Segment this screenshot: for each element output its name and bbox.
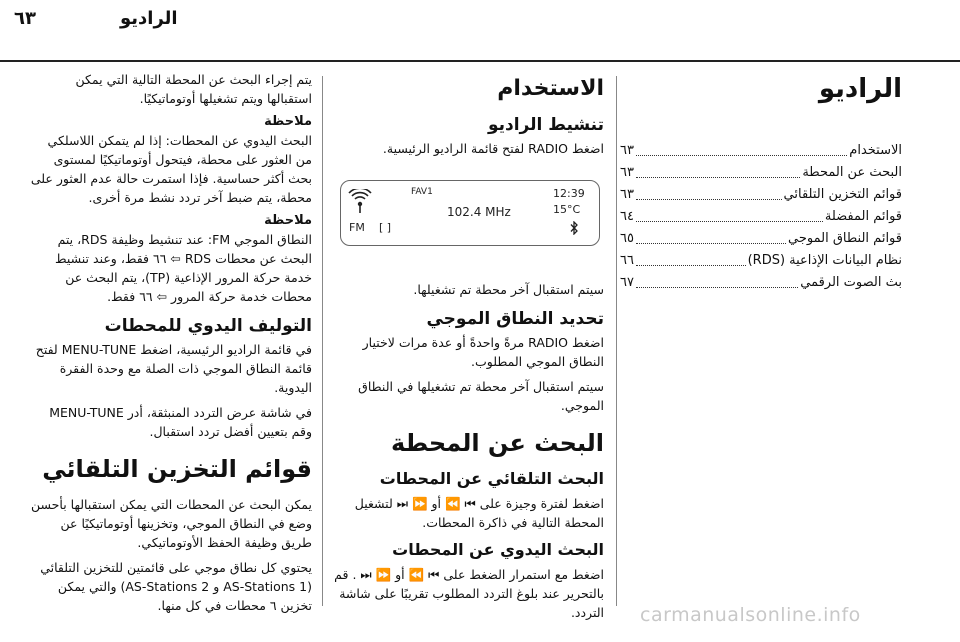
band-text: اضغط RADIO مرةً واحدةً أو عدة مرات لاختيار النطاق الموجي المطلوب. xyxy=(362,335,604,369)
page-header xyxy=(0,0,960,48)
toc-dots xyxy=(636,184,782,200)
note-heading: ملاحظة xyxy=(264,114,312,129)
toc-label: بث الصوت الرقمي xyxy=(800,275,902,290)
toc-list xyxy=(620,140,902,294)
toc-page: ٦٤ xyxy=(620,209,634,224)
toc-page: ٦٣ xyxy=(620,143,634,158)
header-section-title: الراديو xyxy=(120,8,178,29)
band-heading: تحديد النطاق الموجي xyxy=(426,309,604,329)
page-number: ٦٣ xyxy=(14,8,36,29)
toc-item[interactable] xyxy=(620,162,902,184)
toc-item[interactable] xyxy=(620,250,902,272)
manual-tune-text: في شاشة عرض التردد المنبثقة، أدر MENU-TUNE وقم بتعيين أفضل تردد استقبال. xyxy=(49,405,312,439)
radio-display-illustration xyxy=(340,180,600,246)
toc-item[interactable] xyxy=(620,140,902,162)
toc-item[interactable] xyxy=(620,206,902,228)
header-rule xyxy=(0,60,960,62)
temperature-readout: 15°C xyxy=(553,203,581,216)
manual-tune-heading: التوليف اليدوي للمحطات xyxy=(104,316,312,336)
toc-item[interactable] xyxy=(620,228,902,250)
toc-dots xyxy=(636,140,847,156)
toc-label: الاستخدام xyxy=(849,143,902,158)
activate-heading: تنشيط الراديو xyxy=(487,115,604,135)
intro-text: يتم إجراء البحث عن المحطة التالية التي يمكن استقبالها ويتم تشغيلها أوتوماتيكيًا. xyxy=(75,72,312,106)
autostore-text: يحتوي كل نطاق موجي على قائمتين للتخزين التلقائي (AS-Stations 1 و AS-Stations 2) والتي يمكن تخزين ٦ محطات في كل منها. xyxy=(40,560,312,613)
toc-page: ٦٦ xyxy=(620,253,634,268)
toc-page: ٦٣ xyxy=(620,165,634,180)
toc-column xyxy=(620,70,902,294)
band-after-text: سيتم استقبال آخر محطة تم تشغيلها في النطاق الموجي. xyxy=(358,379,604,413)
after-display-text: سيتم استقبال آخر محطة تم تشغيلها. xyxy=(413,282,604,297)
toc-dots xyxy=(636,206,823,222)
toc-label: نظام البيانات الإذاعية (RDS) xyxy=(747,253,902,268)
note-heading: ملاحظة xyxy=(264,213,312,228)
favourite-label: FAV1 xyxy=(411,187,433,197)
preset-brackets: [ ] xyxy=(379,221,392,234)
manual-tune-text: في قائمة الراديو الرئيسية، اضغط MENU-TUNE لفتح قائمة النطاق الموجي ذات الصلة مع وحدة الفقرة اليدوية. xyxy=(35,342,312,395)
toc-item[interactable] xyxy=(620,184,902,206)
frequency-readout: 102.4 MHz xyxy=(447,205,511,219)
details-column xyxy=(28,70,312,621)
toc-dots xyxy=(636,250,746,266)
search-heading: البحث عن المحطة xyxy=(391,429,604,457)
toc-label: قوائم المفضلة xyxy=(824,209,902,224)
antenna-icon xyxy=(347,189,373,218)
note-text: النطاق الموجي FM: عند تنشيط وظيفة RDS، يتم البحث عن محطات RDS ⇦ ٦٦ فقط، وعند تنشيط خدمة حركة المرور الإذاعية (TP)، يتم البحث عن محطات خدمة حركة المرور ⇦ ٦٦ فقط. xyxy=(55,232,312,304)
watermark: carmanualsonline.info xyxy=(640,604,861,626)
toc-label: البحث عن المحطة xyxy=(802,165,902,180)
toc-dots xyxy=(636,162,800,178)
auto-search-heading: البحث التلقائي عن المحطات xyxy=(379,469,604,488)
toc-page: ٦٥ xyxy=(620,231,634,246)
note-text: البحث اليدوي عن المحطات: إذا لم يتمكن اللاسلكي من العثور على محطة، فيتحول أوتوماتيكيًا لمستوى بحث أكثر حساسية. فإذا استمرت حالة عدم العثور على محطة، يتم ضبط آخر تردد نشط مرة أخرى. xyxy=(30,133,312,205)
toc-title: الراديو xyxy=(818,74,902,104)
band-label: FM xyxy=(349,221,365,234)
manual-search-heading: البحث اليدوي عن المحطات xyxy=(392,540,604,559)
manual-search-text: اضغط مع استمرار الضغط على ⏮ ⏪ أو ⏩ ⏭ . قم بالتحرير عند بلوغ التردد المطلوب تقريبًا على شاشة التردد. xyxy=(334,567,604,620)
auto-search-text: اضغط لفترة وجيزة على ⏮ ⏪ أو ⏩ ⏭ لتشغيل المحطة التالية في ذاكرة المحطات. xyxy=(354,496,604,530)
usage-heading: الاستخدام xyxy=(497,76,604,101)
clock-readout: 12:39 xyxy=(553,187,585,200)
toc-label: قوائم النطاق الموجي xyxy=(788,231,902,246)
toc-page: ٦٣ xyxy=(620,187,634,202)
activate-text: اضغط RADIO لفتح قائمة الراديو الرئيسية. xyxy=(382,141,604,156)
autostore-text: يمكن البحث عن المحطات التي يمكن استقبالها بأحسن وضع في النطاق الموجي، وتخزينها أوتوماتيكيًا عن طريق وظيفة الحفظ الأوتوماتيكي. xyxy=(31,497,312,550)
toc-dots xyxy=(636,272,798,288)
bluetooth-icon xyxy=(569,221,579,238)
autostore-heading: قوائم التخزين التلقائي xyxy=(42,455,312,483)
toc-page: ٦٧ xyxy=(620,275,634,290)
toc-dots xyxy=(636,228,786,244)
column-separator xyxy=(616,76,617,606)
column-separator xyxy=(322,76,323,606)
usage-column xyxy=(330,70,604,628)
toc-item[interactable] xyxy=(620,272,902,294)
toc-label: قوائم التخزين التلقائي xyxy=(783,187,902,202)
